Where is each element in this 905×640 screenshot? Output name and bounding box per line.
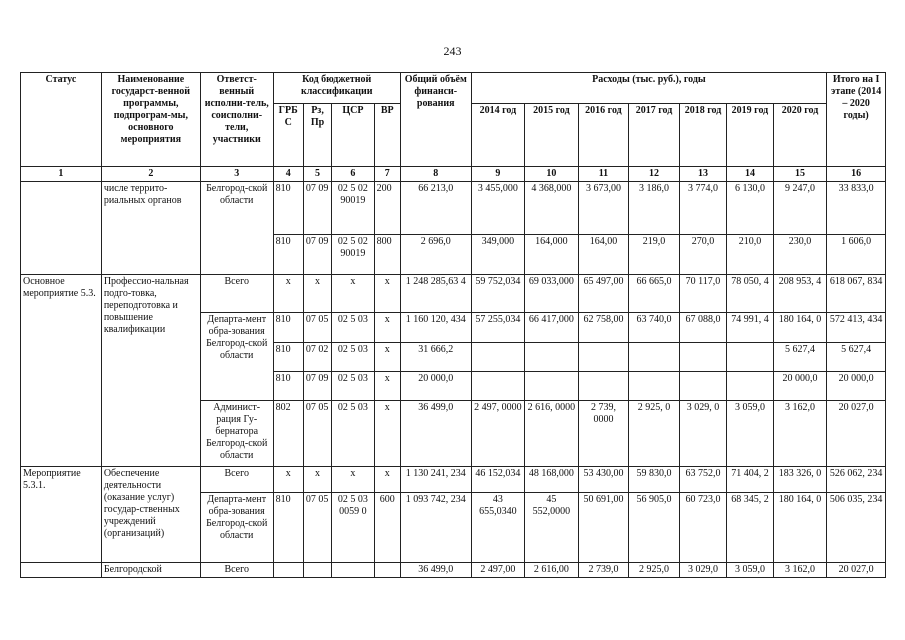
header-total: Общий объём финанси-рования: [400, 73, 471, 167]
cell-vr: [374, 563, 400, 578]
column-number: 12: [629, 167, 680, 182]
cell-rzpr: 07 05: [303, 313, 331, 343]
column-number: 13: [679, 167, 726, 182]
cell-responsible: Всего: [200, 563, 273, 578]
cell-grbs: [273, 563, 303, 578]
cell-2019: 6 130,0: [727, 182, 773, 235]
cell-2015: 4 368,000: [525, 182, 579, 235]
cell-stage: 506 035, 234: [827, 493, 886, 563]
column-number: 5: [303, 167, 331, 182]
cell-name: Белгородской: [101, 563, 200, 578]
cell-total: 1 130 241, 234: [400, 467, 471, 493]
cell-2015: 66 417,000: [525, 313, 579, 343]
cell-total: 36 499,0: [400, 401, 471, 467]
cell-csr: 02 5 02 90019: [332, 235, 374, 275]
cell-grbs: 802: [273, 401, 303, 467]
cell-2015: [525, 343, 579, 372]
cell-2020: 183 326, 0: [773, 467, 827, 493]
cell-grbs: x: [273, 467, 303, 493]
header-rzpr: Рз, Пр: [303, 104, 331, 167]
cell-2019: 3 059,0: [727, 401, 773, 467]
cell-2016: 2 739,0: [578, 563, 629, 578]
cell-2017: 56 905,0: [629, 493, 680, 563]
column-number: 6: [332, 167, 374, 182]
column-number: 7: [374, 167, 400, 182]
cell-responsible: Админист-рация Гу-бернатора Белгород-ской области: [200, 401, 273, 467]
cell-responsible: Всего: [200, 275, 273, 313]
column-number: 11: [578, 167, 629, 182]
cell-stage: 618 067, 834: [827, 275, 886, 313]
cell-csr: x: [332, 467, 374, 493]
cell-name: Профессио-нальная подго-товка, переподготовка и повышение квалификации: [101, 275, 200, 467]
cell-2014: 43 655,0340: [471, 493, 525, 563]
header-grbs: ГРБ С: [273, 104, 303, 167]
header-2015: 2015 год: [525, 104, 579, 167]
cell-vr: x: [374, 343, 400, 372]
cell-2014: 2 497,00: [471, 563, 525, 578]
cell-2014: 59 752,034: [471, 275, 525, 313]
cell-csr: 02 5 03: [332, 372, 374, 401]
cell-2014: 3 455,000: [471, 182, 525, 235]
cell-2020: 3 162,0: [773, 563, 827, 578]
header-vr: ВР: [374, 104, 400, 167]
cell-responsible: Департа-мент обра-зования Белгород-ской области: [200, 313, 273, 401]
cell-vr: x: [374, 372, 400, 401]
cell-2019: 68 345, 2: [727, 493, 773, 563]
cell-csr: 02 5 03: [332, 343, 374, 372]
cell-stage: 33 833,0: [827, 182, 886, 235]
cell-2016: [578, 343, 629, 372]
header-stage-total: Итого на I этапе (2014 – 2020 годы): [827, 73, 886, 167]
column-number-row: [21, 167, 886, 182]
header-2020: 2020 год: [773, 104, 827, 167]
cell-grbs: 810: [273, 493, 303, 563]
cell-responsible: Всего: [200, 467, 273, 493]
cell-grbs: 810: [273, 235, 303, 275]
cell-csr: [332, 563, 374, 578]
cell-rzpr: 07 05: [303, 493, 331, 563]
header-responsible: Ответст-венный исполни-тель, соисполни-тели, участники: [200, 73, 273, 167]
cell-vr: 800: [374, 235, 400, 275]
cell-total: 66 213,0: [400, 182, 471, 235]
cell-stage: 20 000,0: [827, 372, 886, 401]
cell-total: 1 093 742, 234: [400, 493, 471, 563]
cell-name: Обеспечение деятельности (оказание услуг) государ-ственных учреждений (организаций): [101, 467, 200, 563]
cell-stage: 20 027,0: [827, 401, 886, 467]
cell-2019: 74 991, 4: [727, 313, 773, 343]
cell-rzpr: [303, 563, 331, 578]
cell-2016: 53 430,00: [578, 467, 629, 493]
cell-2017: [629, 343, 680, 372]
cell-2015: 45 552,0000: [525, 493, 579, 563]
cell-responsible: Белгород-ской области: [200, 182, 273, 275]
cell-2018: 3 774,0: [679, 182, 726, 235]
cell-stage: 20 027,0: [827, 563, 886, 578]
cell-stage: 526 062, 234: [827, 467, 886, 493]
cell-2017: 219,0: [629, 235, 680, 275]
cell-csr: x: [332, 275, 374, 313]
cell-2016: 164,00: [578, 235, 629, 275]
cell-2020: 5 627,4: [773, 343, 827, 372]
cell-2016: 65 497,00: [578, 275, 629, 313]
cell-2015: [525, 372, 579, 401]
cell-total: 20 000,0: [400, 372, 471, 401]
table-row: [21, 563, 886, 578]
cell-2016: 62 758,00: [578, 313, 629, 343]
header-budget-code: Код бюджетной классификации: [273, 73, 400, 104]
cell-total: 1 160 120, 434: [400, 313, 471, 343]
header-2014: 2014 год: [471, 104, 525, 167]
cell-name: числе террито-риальных органов: [101, 182, 200, 275]
cell-2018: 3 029, 0: [679, 401, 726, 467]
header-2017: 2017 год: [629, 104, 680, 167]
cell-rzpr: 07 09: [303, 182, 331, 235]
cell-2020: 180 164, 0: [773, 493, 827, 563]
cell-stage: 572 413, 434: [827, 313, 886, 343]
cell-2017: 59 830,0: [629, 467, 680, 493]
cell-2019: 71 404, 2: [727, 467, 773, 493]
table-row: [21, 275, 886, 313]
cell-2018: 67 088,0: [679, 313, 726, 343]
cell-status: Мероприятие 5.3.1.: [21, 467, 102, 563]
column-number: 16: [827, 167, 886, 182]
cell-rzpr: 07 02: [303, 343, 331, 372]
cell-2019: 210,0: [727, 235, 773, 275]
cell-2016: [578, 372, 629, 401]
column-number: 9: [471, 167, 525, 182]
column-number: 3: [200, 167, 273, 182]
cell-grbs: 810: [273, 343, 303, 372]
cell-vr: x: [374, 467, 400, 493]
cell-2017: 3 186,0: [629, 182, 680, 235]
budget-table: [20, 72, 886, 578]
table-row: [21, 182, 886, 235]
cell-2017: [629, 372, 680, 401]
column-number: 15: [773, 167, 827, 182]
cell-total: 2 696,0: [400, 235, 471, 275]
cell-2017: 2 925,0: [629, 563, 680, 578]
cell-2019: 78 050, 4: [727, 275, 773, 313]
cell-2015: 48 168,000: [525, 467, 579, 493]
header-name: Наименование государст-венной программы, подпрограм-мы, основного мероприятия: [101, 73, 200, 167]
cell-rzpr: 07 09: [303, 235, 331, 275]
cell-2020: 20 000,0: [773, 372, 827, 401]
cell-stage: 5 627,4: [827, 343, 886, 372]
cell-grbs: 810: [273, 372, 303, 401]
table-row: [21, 467, 886, 493]
cell-grbs: 810: [273, 182, 303, 235]
cell-2014: 46 152,034: [471, 467, 525, 493]
cell-total: 36 499,0: [400, 563, 471, 578]
cell-2014: [471, 343, 525, 372]
header-status: Статус: [21, 73, 102, 167]
cell-status: [21, 563, 102, 578]
cell-2018: 3 029,0: [679, 563, 726, 578]
cell-rzpr: 07 05: [303, 401, 331, 467]
column-number: 4: [273, 167, 303, 182]
cell-2016: 50 691,00: [578, 493, 629, 563]
cell-2018: 60 723,0: [679, 493, 726, 563]
cell-grbs: x: [273, 275, 303, 313]
header-2019: 2019 год: [727, 104, 773, 167]
cell-2017: 66 665,0: [629, 275, 680, 313]
cell-2014: 349,000: [471, 235, 525, 275]
cell-2015: 2 616, 0000: [525, 401, 579, 467]
cell-csr: 02 5 03: [332, 401, 374, 467]
cell-2014: [471, 372, 525, 401]
cell-2020: 9 247,0: [773, 182, 827, 235]
column-number: 8: [400, 167, 471, 182]
cell-status: [21, 182, 102, 275]
cell-2017: 2 925, 0: [629, 401, 680, 467]
cell-2014: 2 497, 0000: [471, 401, 525, 467]
cell-vr: x: [374, 313, 400, 343]
cell-2019: [727, 372, 773, 401]
cell-2019: 3 059,0: [727, 563, 773, 578]
cell-status: Основное мероприятие 5.3.: [21, 275, 102, 467]
cell-csr: 02 5 02 90019: [332, 182, 374, 235]
cell-vr: x: [374, 275, 400, 313]
cell-2017: 63 740,0: [629, 313, 680, 343]
cell-csr: 02 5 03 0059 0: [332, 493, 374, 563]
cell-2020: 3 162,0: [773, 401, 827, 467]
cell-2020: 230,0: [773, 235, 827, 275]
cell-total: 1 248 285,63 4: [400, 275, 471, 313]
cell-vr: 200: [374, 182, 400, 235]
header-2016: 2016 год: [578, 104, 629, 167]
cell-2015: 2 616,00: [525, 563, 579, 578]
cell-2018: 63 752,0: [679, 467, 726, 493]
cell-2018: [679, 372, 726, 401]
cell-rzpr: 07 09: [303, 372, 331, 401]
header-2018: 2018 год: [679, 104, 726, 167]
cell-total: 31 666,2: [400, 343, 471, 372]
cell-2018: 70 117,0: [679, 275, 726, 313]
cell-2014: 57 255,034: [471, 313, 525, 343]
cell-vr: x: [374, 401, 400, 467]
cell-2015: 69 033,000: [525, 275, 579, 313]
cell-2015: 164,000: [525, 235, 579, 275]
column-number: 14: [727, 167, 773, 182]
page-number: 243: [443, 44, 462, 58]
cell-2016: 2 739, 0000: [578, 401, 629, 467]
header-expenses: Расходы (тыс. руб.), годы: [471, 73, 827, 104]
cell-2018: 270,0: [679, 235, 726, 275]
cell-grbs: 810: [273, 313, 303, 343]
cell-rzpr: x: [303, 467, 331, 493]
cell-rzpr: x: [303, 275, 331, 313]
column-number: 1: [21, 167, 102, 182]
cell-stage: 1 606,0: [827, 235, 886, 275]
cell-2016: 3 673,00: [578, 182, 629, 235]
column-number: 2: [101, 167, 200, 182]
cell-2018: [679, 343, 726, 372]
header-csr: ЦСР: [332, 104, 374, 167]
cell-vr: 600: [374, 493, 400, 563]
column-number: 10: [525, 167, 579, 182]
cell-2020: 208 953, 4: [773, 275, 827, 313]
cell-2020: 180 164, 0: [773, 313, 827, 343]
cell-2019: [727, 343, 773, 372]
cell-responsible: Департа-мент обра-зования Белгород-ской области: [200, 493, 273, 563]
cell-csr: 02 5 03: [332, 313, 374, 343]
